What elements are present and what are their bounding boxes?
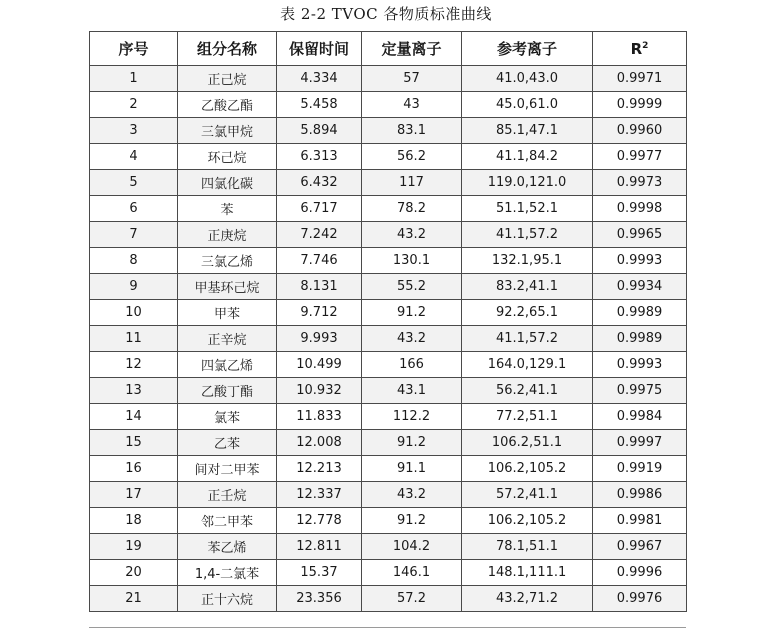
cell-no: 11 — [90, 326, 178, 352]
header-quant-ion: 定量离子 — [362, 32, 462, 66]
cell-ref-ion: 85.1,47.1 — [462, 118, 593, 144]
cell-quant-ion: 117 — [362, 170, 462, 196]
cell-ref-ion: 51.1,52.1 — [462, 196, 593, 222]
cell-no: 4 — [90, 144, 178, 170]
table-row — [90, 430, 687, 456]
cell-r2: 0.9989 — [593, 326, 687, 352]
table-row — [90, 456, 687, 482]
table-row — [90, 508, 687, 534]
cell-ref-ion: 78.1,51.1 — [462, 534, 593, 560]
cell-r2: 0.9993 — [593, 248, 687, 274]
cell-quant-ion: 83.1 — [362, 118, 462, 144]
cell-retention-time: 8.131 — [277, 274, 362, 300]
table-row — [90, 92, 687, 118]
cell-ref-ion: 148.1,111.1 — [462, 560, 593, 586]
table-row — [90, 534, 687, 560]
cell-retention-time: 12.008 — [277, 430, 362, 456]
table-row — [90, 326, 687, 352]
cell-retention-time: 9.712 — [277, 300, 362, 326]
cell-quant-ion: 55.2 — [362, 274, 462, 300]
cell-component: 三氯甲烷 — [178, 118, 277, 144]
cell-r2: 0.9977 — [593, 144, 687, 170]
cell-retention-time: 6.432 — [277, 170, 362, 196]
cell-r2: 0.9998 — [593, 196, 687, 222]
cell-quant-ion: 112.2 — [362, 404, 462, 430]
table-row — [90, 170, 687, 196]
table-row — [90, 482, 687, 508]
cell-quant-ion: 43.2 — [362, 482, 462, 508]
cell-no: 3 — [90, 118, 178, 144]
cell-r2: 0.9976 — [593, 586, 687, 612]
cell-component: 邻二甲苯 — [178, 508, 277, 534]
header-retention-time: 保留时间 — [277, 32, 362, 66]
cell-ref-ion: 77.2,51.1 — [462, 404, 593, 430]
cell-component: 甲基环己烷 — [178, 274, 277, 300]
cell-r2: 0.9919 — [593, 456, 687, 482]
cell-component: 正壬烷 — [178, 482, 277, 508]
cell-component: 间对二甲苯 — [178, 456, 277, 482]
table-row — [90, 118, 687, 144]
cell-retention-time: 12.811 — [277, 534, 362, 560]
table-row — [90, 560, 687, 586]
cell-component: 苯 — [178, 196, 277, 222]
cell-quant-ion: 91.1 — [362, 456, 462, 482]
cell-quant-ion: 57.2 — [362, 586, 462, 612]
cell-component: 正十六烷 — [178, 586, 277, 612]
cell-retention-time: 7.746 — [277, 248, 362, 274]
cell-retention-time: 6.313 — [277, 144, 362, 170]
cell-r2: 0.9965 — [593, 222, 687, 248]
cell-no: 6 — [90, 196, 178, 222]
cell-component: 乙酸乙酯 — [178, 92, 277, 118]
cell-retention-time: 12.778 — [277, 508, 362, 534]
table-header-row — [90, 32, 687, 66]
cell-r2: 0.9986 — [593, 482, 687, 508]
cell-ref-ion: 45.0,61.0 — [462, 92, 593, 118]
cell-component: 乙苯 — [178, 430, 277, 456]
cell-ref-ion: 92.2,65.1 — [462, 300, 593, 326]
cell-r2: 0.9997 — [593, 430, 687, 456]
cell-component: 三氯乙烯 — [178, 248, 277, 274]
cell-component: 四氯乙烯 — [178, 352, 277, 378]
table-row — [90, 196, 687, 222]
cell-component: 1,4-二氯苯 — [178, 560, 277, 586]
cell-ref-ion: 41.1,57.2 — [462, 222, 593, 248]
cell-retention-time: 4.334 — [277, 66, 362, 92]
cell-r2: 0.9984 — [593, 404, 687, 430]
cell-no: 1 — [90, 66, 178, 92]
table-caption: 表 2-2 TVOC 各物质标准曲线 — [280, 5, 492, 23]
cell-ref-ion: 56.2,41.1 — [462, 378, 593, 404]
table-row — [90, 222, 687, 248]
cell-retention-time: 12.213 — [277, 456, 362, 482]
cell-ref-ion: 119.0,121.0 — [462, 170, 593, 196]
table-row — [90, 404, 687, 430]
cell-quant-ion: 43.2 — [362, 222, 462, 248]
cell-r2: 0.9973 — [593, 170, 687, 196]
cell-r2: 0.9981 — [593, 508, 687, 534]
cell-no: 21 — [90, 586, 178, 612]
cell-ref-ion: 41.1,57.2 — [462, 326, 593, 352]
cell-retention-time: 5.458 — [277, 92, 362, 118]
cell-no: 13 — [90, 378, 178, 404]
cell-no: 17 — [90, 482, 178, 508]
cell-quant-ion: 57 — [362, 66, 462, 92]
cell-no: 5 — [90, 170, 178, 196]
header-r2-superscript: 2 — [642, 40, 649, 51]
cell-retention-time: 15.37 — [277, 560, 362, 586]
cell-component: 正己烷 — [178, 66, 277, 92]
cell-quant-ion: 91.2 — [362, 430, 462, 456]
cell-component: 环己烷 — [178, 144, 277, 170]
next-table-top-border — [89, 627, 686, 628]
table-row — [90, 378, 687, 404]
cell-component: 甲苯 — [178, 300, 277, 326]
cell-no: 19 — [90, 534, 178, 560]
cell-quant-ion: 104.2 — [362, 534, 462, 560]
cell-no: 15 — [90, 430, 178, 456]
cell-r2: 0.9993 — [593, 352, 687, 378]
cell-ref-ion: 106.2,105.2 — [462, 508, 593, 534]
table-row — [90, 274, 687, 300]
cell-component: 氯苯 — [178, 404, 277, 430]
cell-retention-time: 9.993 — [277, 326, 362, 352]
table-row — [90, 352, 687, 378]
cell-ref-ion: 164.0,129.1 — [462, 352, 593, 378]
cell-component: 四氯化碳 — [178, 170, 277, 196]
cell-r2: 0.9934 — [593, 274, 687, 300]
cell-component: 乙酸丁酯 — [178, 378, 277, 404]
cell-retention-time: 11.833 — [277, 404, 362, 430]
cell-ref-ion: 41.1,84.2 — [462, 144, 593, 170]
cell-ref-ion: 106.2,105.2 — [462, 456, 593, 482]
table-row — [90, 66, 687, 92]
cell-quant-ion: 43.1 — [362, 378, 462, 404]
cell-quant-ion: 43.2 — [362, 326, 462, 352]
cell-no: 14 — [90, 404, 178, 430]
cell-r2: 0.9999 — [593, 92, 687, 118]
cell-quant-ion: 130.1 — [362, 248, 462, 274]
cell-ref-ion: 43.2,71.2 — [462, 586, 593, 612]
cell-retention-time: 6.717 — [277, 196, 362, 222]
cell-ref-ion: 106.2,51.1 — [462, 430, 593, 456]
cell-no: 2 — [90, 92, 178, 118]
cell-no: 18 — [90, 508, 178, 534]
table-row — [90, 300, 687, 326]
table-row — [90, 586, 687, 612]
cell-quant-ion: 78.2 — [362, 196, 462, 222]
cell-ref-ion: 83.2,41.1 — [462, 274, 593, 300]
cell-no: 20 — [90, 560, 178, 586]
header-no: 序号 — [90, 32, 178, 66]
cell-no: 12 — [90, 352, 178, 378]
cell-no: 16 — [90, 456, 178, 482]
cell-retention-time: 23.356 — [277, 586, 362, 612]
cell-r2: 0.9971 — [593, 66, 687, 92]
cell-retention-time: 5.894 — [277, 118, 362, 144]
standard-curve-table — [89, 31, 687, 612]
cell-r2: 0.9996 — [593, 560, 687, 586]
cell-quant-ion: 43 — [362, 92, 462, 118]
cell-quant-ion: 91.2 — [362, 300, 462, 326]
table-row — [90, 248, 687, 274]
cell-r2: 0.9967 — [593, 534, 687, 560]
cell-no: 9 — [90, 274, 178, 300]
cell-quant-ion: 166 — [362, 352, 462, 378]
cell-component: 正辛烷 — [178, 326, 277, 352]
cell-retention-time: 7.242 — [277, 222, 362, 248]
cell-retention-time: 12.337 — [277, 482, 362, 508]
cell-component: 苯乙烯 — [178, 534, 277, 560]
cell-no: 10 — [90, 300, 178, 326]
cell-ref-ion: 57.2,41.1 — [462, 482, 593, 508]
cell-retention-time: 10.499 — [277, 352, 362, 378]
cell-r2: 0.9989 — [593, 300, 687, 326]
cell-quant-ion: 146.1 — [362, 560, 462, 586]
cell-no: 8 — [90, 248, 178, 274]
header-r2 — [593, 32, 687, 66]
cell-quant-ion: 56.2 — [362, 144, 462, 170]
header-component: 组分名称 — [178, 32, 277, 66]
cell-r2: 0.9975 — [593, 378, 687, 404]
cell-r2: 0.9960 — [593, 118, 687, 144]
cell-no: 7 — [90, 222, 178, 248]
cell-component: 正庚烷 — [178, 222, 277, 248]
cell-ref-ion: 41.0,43.0 — [462, 66, 593, 92]
cell-ref-ion: 132.1,95.1 — [462, 248, 593, 274]
header-r2-base: R — [630, 39, 643, 58]
cell-retention-time: 10.932 — [277, 378, 362, 404]
cell-quant-ion: 91.2 — [362, 508, 462, 534]
table-row — [90, 144, 687, 170]
header-ref-ion: 参考离子 — [462, 32, 593, 66]
